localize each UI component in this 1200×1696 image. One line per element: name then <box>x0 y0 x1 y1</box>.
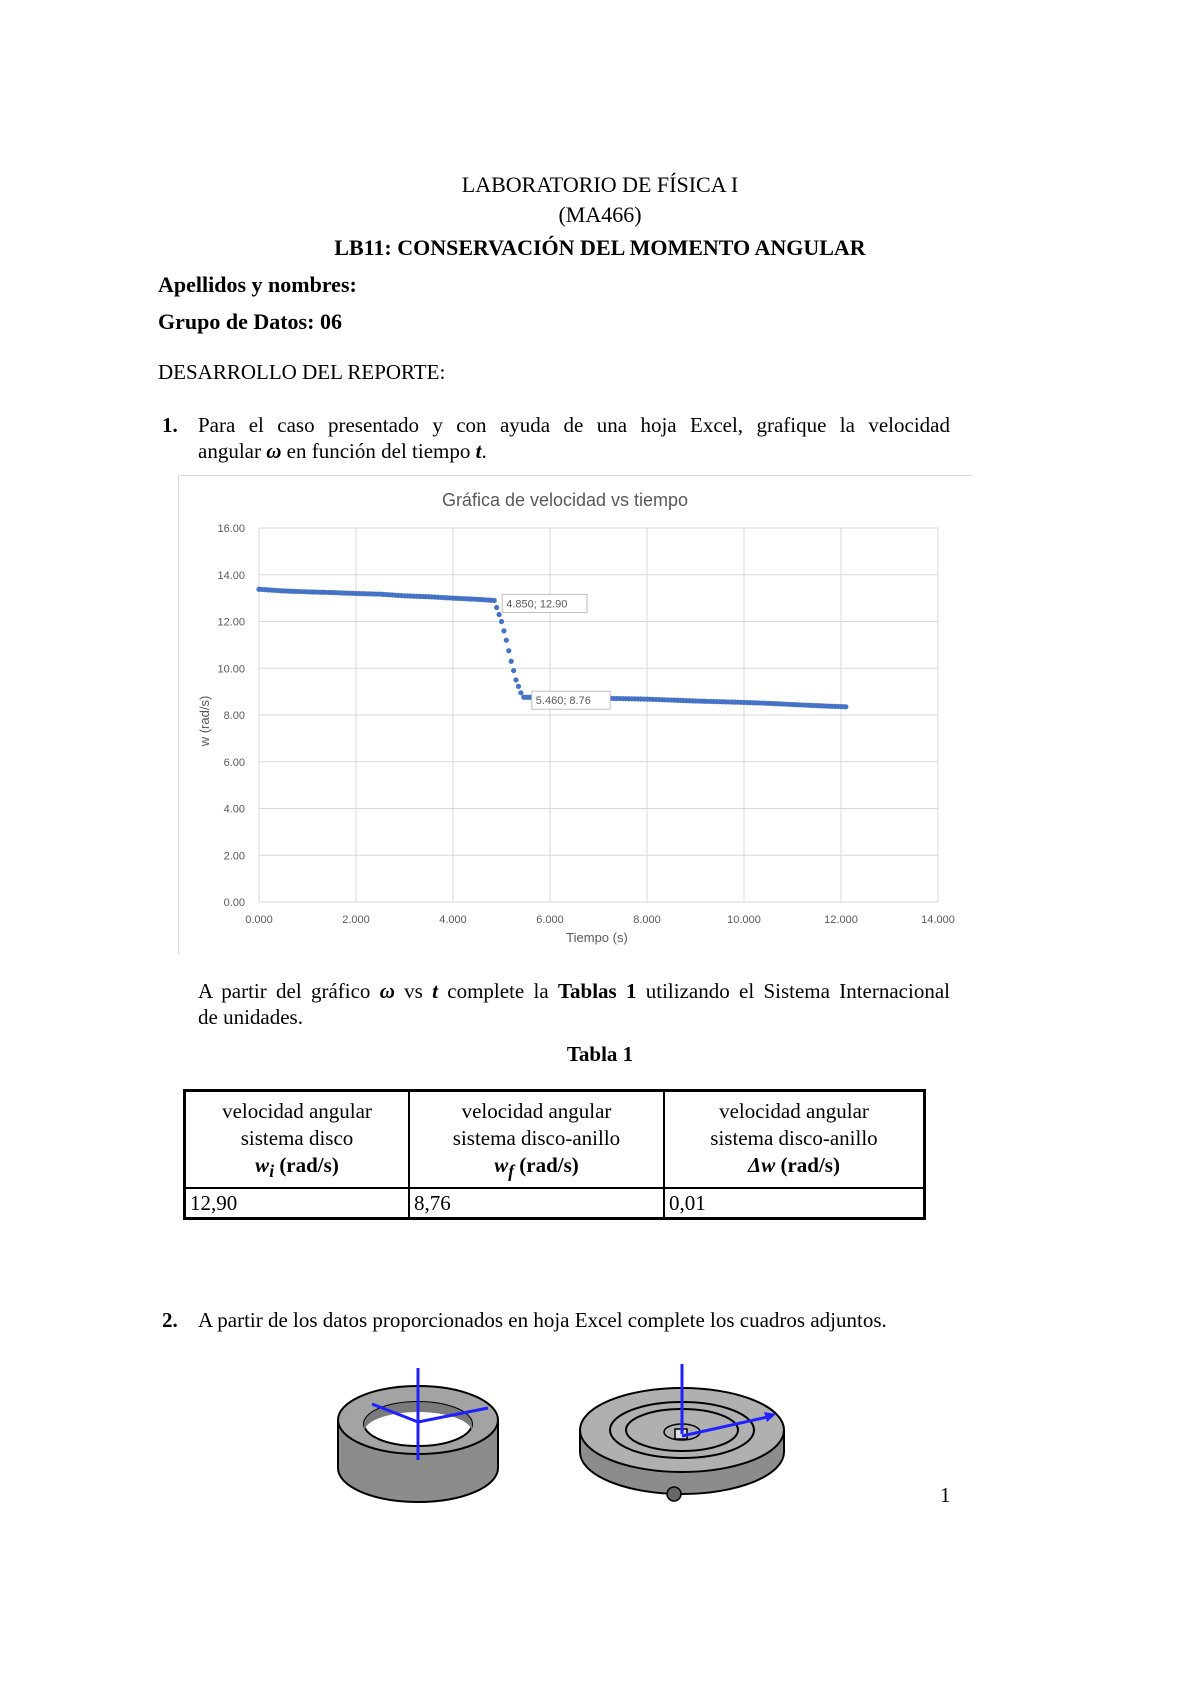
names-label: Apellidos y nombres: <box>158 272 357 297</box>
header-symbol: Δw <box>748 1153 776 1177</box>
header-line: sistema disco-anillo <box>452 1126 621 1150</box>
data-point <box>499 619 504 624</box>
x-tick-label: 8.000 <box>633 914 661 926</box>
header-symbol: w <box>255 1153 270 1177</box>
disk-figure <box>580 1364 784 1501</box>
q1-line2-c: . <box>481 439 487 463</box>
para2-vs: vs <box>394 979 433 1003</box>
header-line: velocidad angular <box>719 1099 869 1123</box>
x-tick-label: 10.000 <box>727 914 761 926</box>
y-tick-label: 2.00 <box>223 850 245 863</box>
page-number: 1 <box>940 1483 951 1507</box>
q1-line2-a: angular <box>198 439 267 463</box>
disk-screw <box>667 1487 681 1501</box>
table-1 <box>183 1089 926 1220</box>
header-cell-wi <box>185 1091 410 1189</box>
y-tick-label: 14.00 <box>217 569 245 582</box>
data-point <box>492 598 497 603</box>
header-unit: (rad/s) <box>274 1153 339 1177</box>
x-tick-label: 14.000 <box>921 914 955 926</box>
chart-title: Gráfica de velocidad vs tiempo <box>441 490 689 510</box>
para2-b: complete la <box>437 979 558 1003</box>
t-symbol: t <box>475 439 482 463</box>
group-label: Grupo de Datos: 06 <box>158 309 342 334</box>
x-axis-label: Tiempo (s) <box>566 930 628 945</box>
data-point <box>516 684 521 689</box>
data-point <box>843 704 848 709</box>
x-tick-label: 6.000 <box>536 914 564 926</box>
y-tick-label: 8.00 <box>223 710 245 722</box>
header-subscript: f <box>508 1161 515 1182</box>
chart-ticks <box>217 523 954 926</box>
para2-line2: de unidades. <box>198 1005 303 1029</box>
data-point <box>511 668 516 673</box>
header-unit: (rad/s) <box>514 1153 579 1177</box>
q1-line2 <box>198 437 487 465</box>
header-unit: (rad/s) <box>775 1153 840 1177</box>
value-dw: 0,01 <box>664 1188 925 1219</box>
y-tick-label: 16.00 <box>217 523 245 535</box>
section-title: DESARROLLO DEL REPORTE: <box>158 360 446 384</box>
data-point <box>509 659 514 664</box>
data-point <box>518 690 523 695</box>
para2-c: utilizando el Sistema Internacional <box>636 979 950 1003</box>
header-line: sistema disco <box>240 1126 354 1150</box>
q1-line2-b: en función del tiempo <box>281 439 476 463</box>
chart-grid <box>259 528 938 902</box>
data-point <box>494 605 499 610</box>
ring-figure <box>338 1368 498 1502</box>
value-wi: 12,90 <box>185 1188 410 1219</box>
tablas-ref: Tablas 1 <box>557 979 637 1003</box>
table-caption: Tabla 1 <box>566 1042 634 1066</box>
y-axis-label: w (rad/s) <box>197 695 212 747</box>
y-tick-label: 4.00 <box>223 803 245 816</box>
x-tick-label: 4.000 <box>439 914 467 926</box>
chart-container <box>178 475 972 954</box>
value-wf: 8,76 <box>409 1188 664 1219</box>
data-point <box>501 628 506 633</box>
header-symbol: w <box>494 1153 509 1177</box>
ring-and-disk-figures <box>320 1360 840 1520</box>
t-symbol-2: t <box>432 979 438 1003</box>
omega-symbol-2: ω <box>379 979 395 1003</box>
data-point <box>496 612 501 617</box>
data-point <box>506 648 511 653</box>
velocity-time-chart <box>179 476 972 954</box>
x-tick-label: 0.000 <box>245 914 273 926</box>
data-label: 5.460; 8.76 <box>535 695 591 708</box>
header-line: velocidad angular <box>222 1099 372 1123</box>
header-line: velocidad angular <box>461 1099 612 1123</box>
q2-number: 2. <box>162 1308 178 1332</box>
q2-text: A partir de los datos proporcionados en hoja Excel complete los cuadros adjuntos. <box>198 1308 887 1332</box>
y-tick-label: 10.00 <box>217 663 245 676</box>
q1-line1: Para el caso presentado y con ayuda de una hoja Excel, grafique la velocidad <box>198 413 950 437</box>
course-code: (MA466) <box>558 202 642 227</box>
para2-line1 <box>198 977 950 1005</box>
y-tick-label: 6.00 <box>223 756 245 769</box>
y-tick-label: 0.00 <box>223 897 245 909</box>
y-tick-label: 12.00 <box>217 616 245 629</box>
para2-a: A partir del gráfico <box>198 979 380 1003</box>
table-row <box>185 1188 925 1219</box>
header-cell-wf <box>409 1091 664 1189</box>
x-tick-label: 12.000 <box>824 914 858 926</box>
header-line: sistema disco-anillo <box>710 1126 878 1150</box>
q1-number: 1. <box>162 413 178 437</box>
title-line-1: LABORATORIO DE FÍSICA I <box>461 172 739 197</box>
header-cell-dw <box>664 1091 925 1189</box>
omega-symbol: ω <box>266 439 282 463</box>
header-subscript: i <box>269 1161 275 1182</box>
table-header-row <box>185 1091 925 1189</box>
lab-title: LB11: CONSERVACIÓN DEL MOMENTO ANGULAR <box>334 235 866 260</box>
data-point <box>504 638 509 643</box>
x-tick-label: 2.000 <box>342 914 370 926</box>
data-label: 4.850; 12.90 <box>506 598 568 611</box>
data-point <box>513 677 518 682</box>
